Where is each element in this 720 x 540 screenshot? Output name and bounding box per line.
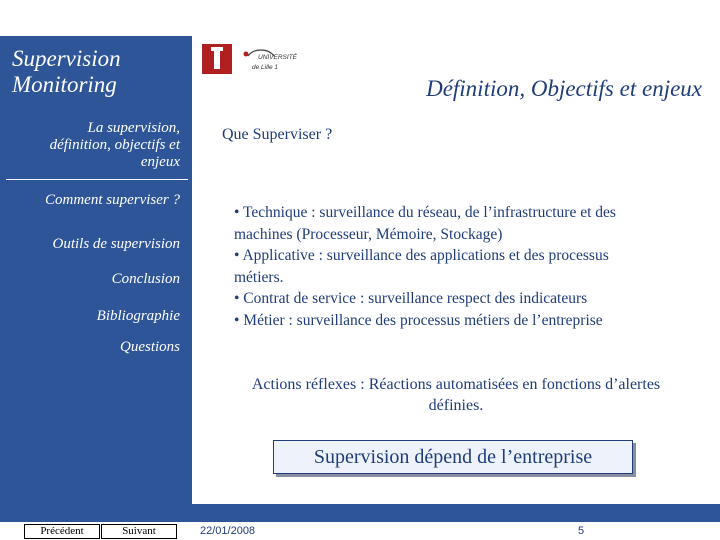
sidebar-item-comment[interactable] bbox=[45, 192, 180, 209]
bullet-line: • Technique : surveillance du réseau, de l’infrastructure et des bbox=[234, 204, 616, 221]
sidebar-divider bbox=[6, 179, 188, 180]
footer-strip bbox=[192, 504, 720, 522]
app-title-line1: Supervision bbox=[12, 46, 121, 71]
highlight-box: Supervision dépend de l’entreprise bbox=[273, 440, 633, 474]
app-title-line2: Monitoring bbox=[12, 72, 117, 97]
sidebar-item-conclusion[interactable] bbox=[112, 271, 180, 288]
previous-button[interactable]: Précédent bbox=[24, 524, 100, 539]
section-question: Que Superviser ? bbox=[222, 126, 333, 143]
logo-text-line2: de Lille 1 bbox=[252, 64, 279, 71]
logo-text-line1: UNIVERSITÉ bbox=[258, 54, 298, 61]
page-number: 5 bbox=[578, 525, 585, 537]
sidebar-item-outils[interactable] bbox=[53, 236, 181, 253]
bullet-line: • Métier : surveillance des processus métiers de l’entreprise bbox=[234, 311, 603, 329]
sidebar-item-label: enjeux bbox=[140, 154, 180, 170]
sidebar-item-label: La supervision, bbox=[87, 120, 180, 136]
reflex-line: définies. bbox=[428, 397, 484, 414]
bullet-line: • Applicative : surveillance des applications et des processus bbox=[234, 247, 609, 264]
top-strip bbox=[0, 0, 720, 36]
reflex-actions-text bbox=[214, 374, 698, 416]
app-title bbox=[12, 46, 121, 98]
bullet-line: • Contrat de service : surveillance respect des indicateurs bbox=[234, 290, 588, 307]
slide-date: 22/01/2008 bbox=[200, 525, 256, 537]
reflex-line: Actions réflexes : Réactions automatisées en fonctions d’alertes bbox=[251, 376, 661, 393]
bullet-list bbox=[234, 202, 682, 331]
bullet-line: machines (Processeur, Mémoire, Stockage) bbox=[234, 225, 503, 243]
bullet-line: métiers. bbox=[234, 268, 284, 286]
slide-title: Définition, Objectifs et enjeux bbox=[426, 76, 702, 101]
sidebar-item-label: définition, objectifs et bbox=[49, 137, 180, 153]
sidebar-item-bibliographie[interactable] bbox=[97, 308, 180, 325]
sidebar-item-label: Bibliographie bbox=[96, 308, 180, 324]
sidebar-item-label: Outils de supervision bbox=[52, 236, 180, 252]
sidebar-item-label: Comment superviser ? bbox=[45, 192, 180, 208]
sidebar-item-questions[interactable] bbox=[120, 339, 180, 356]
university-logo bbox=[202, 44, 332, 76]
sidebar-item-label: Conclusion bbox=[111, 271, 180, 287]
next-button[interactable]: Suivant bbox=[101, 524, 177, 539]
sidebar-item-definition[interactable] bbox=[10, 120, 180, 171]
sidebar-item-label: Questions bbox=[120, 339, 180, 355]
